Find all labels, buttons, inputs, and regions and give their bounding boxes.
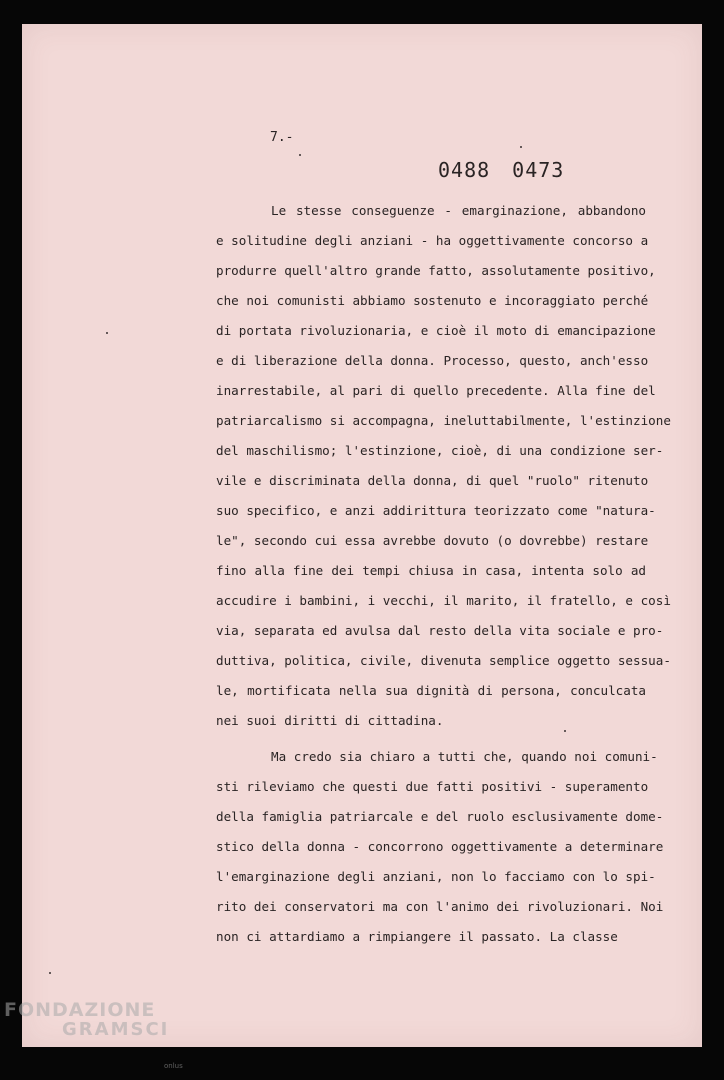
text-line: suo specifico, e anzi addirittura teorizzato come "natura-: [216, 503, 656, 518]
text-line: vile e discriminata della donna, di quel "ruolo" ritenuto: [216, 473, 649, 488]
text-line: patriarcalismo si accompagna, ineluttabilmente, l'estinzione: [216, 413, 671, 428]
text-line: produrre quell'altro grande fatto, assolutamente positivo,: [216, 263, 656, 278]
archive-code-left: 0488: [438, 158, 491, 182]
text-line: non ci attardiamo a rimpiangere il passato. La classe: [216, 929, 618, 944]
text-line: via, separata ed avulsa dal resto della vita sociale e pro-: [216, 623, 664, 638]
text-line: fino alla fine dei tempi chiusa in casa, intenta solo ad: [216, 563, 646, 578]
paper-speck: [49, 972, 51, 974]
text-line: che noi comunisti abbiamo sostenuto e incoraggiato perché: [216, 293, 649, 308]
text-line: Le stesse conseguenze - emarginazione, abbandono: [271, 203, 646, 218]
watermark-line1: FONDAZIONE: [4, 999, 156, 1021]
paper-speck: [299, 154, 301, 156]
text-line: le", secondo cui essa avrebbe dovuto (o dovrebbe) restare: [216, 533, 649, 548]
text-line: sti rileviamo che questi due fatti positivi - superamento: [216, 779, 649, 794]
text-line: inarrestabile, al pari di quello precedente. Alla fine del: [216, 383, 656, 398]
text-line: rito dei conservatori ma con l'animo dei rivoluzionari. Noi: [216, 899, 664, 914]
archive-code-right: 0473: [512, 158, 565, 182]
text-line: le, mortificata nella sua dignità di persona, conculcata: [216, 683, 646, 698]
text-line: l'emarginazione degli anziani, non lo facciamo con lo spi-: [216, 869, 656, 884]
watermark-small: onlus: [164, 1062, 183, 1070]
paper-speck: [106, 332, 108, 334]
page-number: 7.-: [270, 130, 294, 145]
fondazione-gramsci-watermark: [4, 999, 183, 1070]
paper-speck: [564, 730, 566, 732]
text-line: e di liberazione della donna. Processo, questo, anch'esso: [216, 353, 649, 368]
text-line: della famiglia patriarcale e del ruolo esclusivamente dome-: [216, 809, 664, 824]
document-page: [22, 24, 702, 1047]
text-line: stico della donna - concorrono oggettivamente a determinare: [216, 839, 664, 854]
paper-speck: [520, 146, 522, 148]
text-line: accudire i bambini, i vecchi, il marito, il fratello, e così: [216, 593, 671, 608]
archive-code: [438, 158, 564, 182]
watermark-line2: GRAMSCI: [62, 1019, 170, 1040]
text-line: nei suoi diritti di cittadina.: [216, 713, 444, 728]
typed-text-body: [216, 196, 671, 952]
text-line: del maschilismo; l'estinzione, cioè, di una condizione ser-: [216, 443, 664, 458]
text-line: di portata rivoluzionaria, e cioè il moto di emancipazione: [216, 323, 656, 338]
text-line: Ma credo sia chiaro a tutti che, quando noi comuni-: [271, 749, 658, 764]
text-line: e solitudine degli anziani - ha oggettivamente concorso a: [216, 233, 649, 248]
text-line: duttiva, politica, civile, divenuta semplice oggetto sessua-: [216, 653, 671, 668]
